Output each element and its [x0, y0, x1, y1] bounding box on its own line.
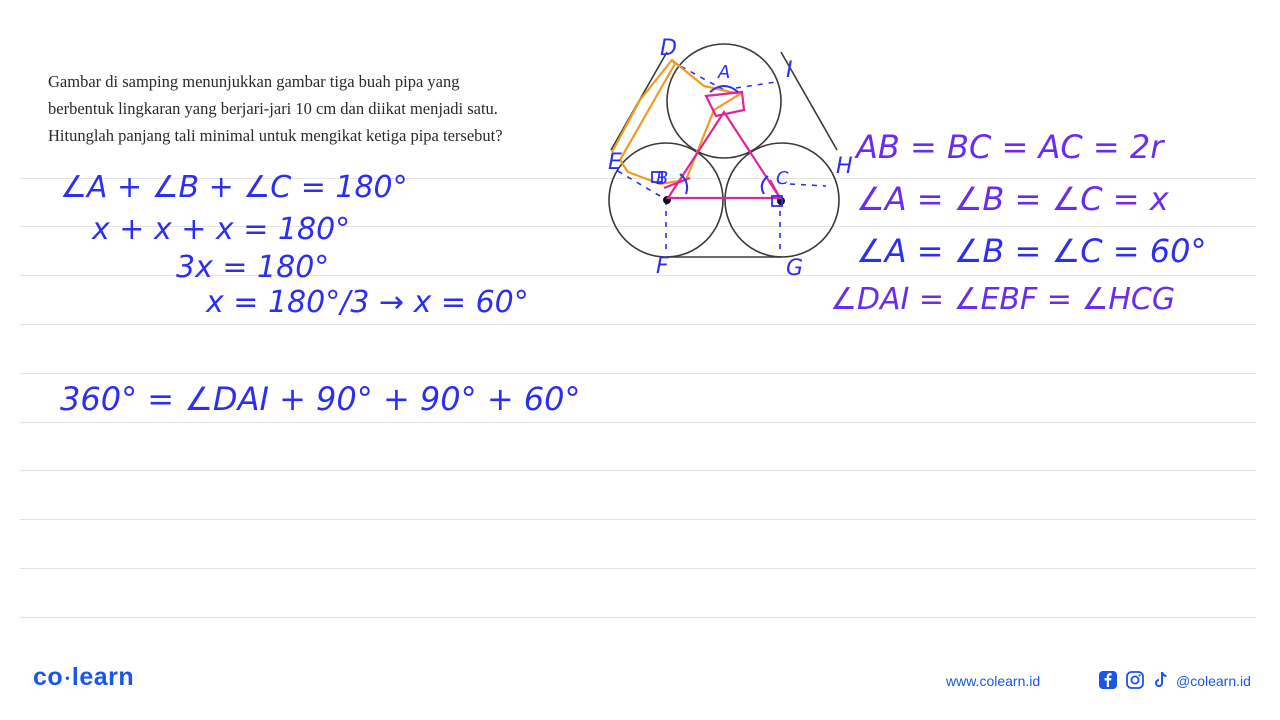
instagram-icon[interactable] — [1125, 670, 1145, 690]
hw-right-eq1: AB = BC = AC = 2r — [856, 128, 1164, 166]
label-i: I — [786, 58, 793, 83]
label-f: F — [656, 254, 669, 279]
social-handle[interactable]: @colearn.id — [1176, 673, 1251, 689]
tiktok-icon[interactable] — [1151, 670, 1171, 690]
hw-left-eq4: x = 180°/3 → x = 60° — [206, 285, 529, 320]
problem-line-1: Gambar di samping menunjukkan gambar tiga buah pipa yang — [48, 72, 460, 91]
website-link[interactable]: www.colearn.id — [946, 673, 1041, 689]
logo-dot: • — [65, 671, 70, 686]
label-a: A — [718, 62, 731, 83]
hw-right-eq2: ∠A = ∠B = ∠C = x — [856, 180, 1169, 218]
label-b: B — [656, 168, 669, 189]
hw-right-eq3: ∠A = ∠B = ∠C = 60° — [856, 232, 1207, 270]
label-c: C — [776, 168, 789, 189]
logo-text-co: co — [33, 663, 64, 691]
label-d: D — [660, 36, 677, 61]
hw-left-eq3: 3x = 180° — [176, 250, 330, 285]
label-g: G — [786, 256, 804, 281]
colearn-logo[interactable] — [33, 663, 134, 692]
hw-right-eq4: ∠DAI = ∠EBF = ∠HCG — [830, 282, 1176, 317]
problem-line-3: Hitunglah panjang tali minimal untuk mengikat ketiga pipa tersebut? — [48, 126, 503, 145]
hw-left-eq2: x + x + x = 180° — [92, 212, 351, 247]
hw-left-eq5: 360° = ∠DAI + 90° + 90° + 60° — [60, 380, 581, 418]
label-e: E — [608, 150, 622, 175]
hw-left-eq1: ∠A + ∠B + ∠C = 180° — [60, 170, 408, 205]
problem-line-2: berbentuk lingkaran yang berjari-jari 10 cm dan diikat menjadi satu. — [48, 99, 498, 118]
label-h: H — [836, 154, 853, 179]
logo-text-learn: learn — [71, 663, 135, 691]
facebook-icon[interactable] — [1098, 670, 1118, 690]
